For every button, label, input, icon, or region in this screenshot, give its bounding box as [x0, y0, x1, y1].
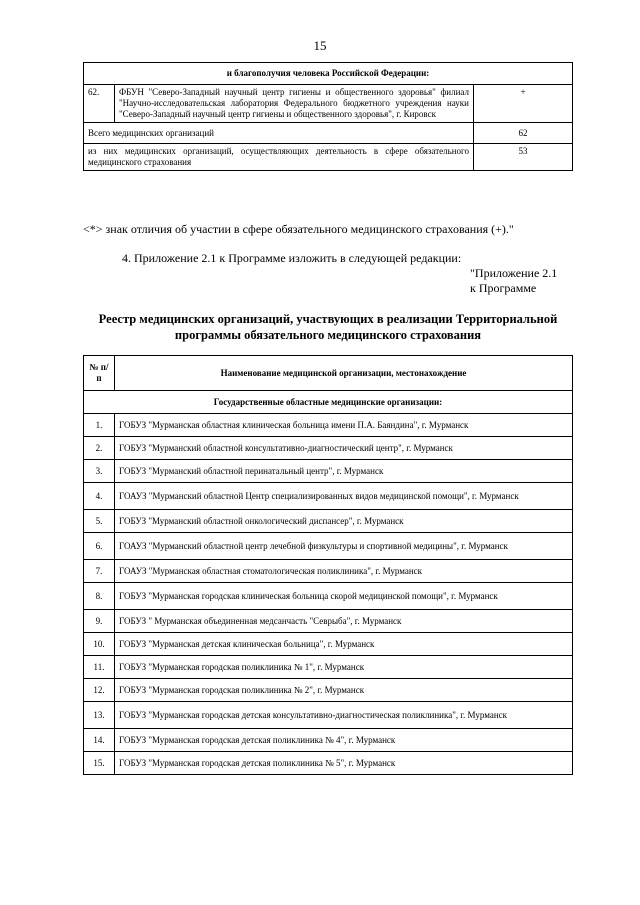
table-row [84, 483, 573, 510]
table-row [84, 583, 573, 610]
appendix-line-1: "Приложение 2.1 [470, 266, 558, 280]
row-organization: ГОБУЗ "Мурманский областной перинатальный центр", г. Мурманск [115, 460, 573, 483]
registry-header-row [84, 356, 573, 391]
row-number: 6. [84, 533, 115, 560]
row-number: 15. [84, 752, 115, 775]
row-organization: ГОБУЗ "Мурманская городская клиническая больница скорой медицинской помощи", г. Мурманск [115, 583, 573, 610]
row-organization: ГОАУЗ "Мурманский областной центр лечебной физкультуры и спортивной медицины", г. Мурманск [115, 533, 573, 560]
row-number: 12. [84, 679, 115, 702]
table-row [84, 437, 573, 460]
table-row [84, 679, 573, 702]
page-number: 15 [313, 38, 327, 53]
table-row [84, 752, 573, 775]
table-row [84, 633, 573, 656]
row-organization: ГОБУЗ "Мурманский областной онкологический диспансер", г. Мурманск [115, 510, 573, 533]
row-oms-mark: + [474, 85, 573, 123]
oms-row [84, 144, 573, 171]
row-number: 2. [84, 437, 115, 460]
row-number: 8. [84, 583, 115, 610]
col-name-header: Наименование медицинской организации, местонахождение [115, 356, 573, 391]
row-organization: ГОБУЗ "Мурманская городская поликлиника № 1", г. Мурманск [115, 656, 573, 679]
row-number: 3. [84, 460, 115, 483]
appendix-heading [470, 266, 557, 296]
table-row [84, 729, 573, 752]
total-label: Всего медицинских организаций [84, 123, 474, 144]
row-number: 9. [84, 610, 115, 633]
row-organization: ГОБУЗ "Мурманская городская поликлиника № 2", г. Мурманск [115, 679, 573, 702]
row-organization: ГОАУЗ "Мурманская областная стоматологическая поликлиника", г. Мурманск [115, 560, 573, 583]
group-title: Государственные областные медицинские организации: [84, 391, 573, 414]
col-num-header: № п/п [84, 356, 115, 391]
oms-value: 53 [474, 144, 573, 171]
row-organization: ГОБУЗ "Мурманская детская клиническая больница", г. Мурманск [115, 633, 573, 656]
organizations-table-continued [83, 62, 573, 171]
table-row [84, 610, 573, 633]
group-row [84, 391, 573, 414]
table-row [84, 533, 573, 560]
table-row [84, 414, 573, 437]
table-row [84, 85, 573, 123]
registry-title: Реестр медицинских организаций, участвующих в реализации Территориальной программы обязательного медицинского страхования [98, 312, 558, 342]
table-row [84, 560, 573, 583]
row-number: 5. [84, 510, 115, 533]
row-organization: ГОБУЗ "Мурманская городская детская консультативно-диагностическая поликлиника", г. Мурманск [115, 702, 573, 729]
row-number: 13. [84, 702, 115, 729]
table-row [84, 510, 573, 533]
table-row [84, 702, 573, 729]
row-organization: ГОБУЗ "Мурманская городская детская поликлиника № 4", г. Мурманск [115, 729, 573, 752]
row-number: 1. [84, 414, 115, 437]
section-4-text: 4. Приложение 2.1 к Программе изложить в следующей редакции: [122, 251, 462, 265]
row-number: 10. [84, 633, 115, 656]
registry-table [83, 355, 573, 775]
row-organization: ФБУН "Северо-Западный научный центр гигиены и общественного здоровья" филиал "Научно-исследовательская лаборатория Федерального бюджетного учреждения науки "Северо-Западный научный центр гигиены и общественного здоровья", г. Кировск [115, 85, 474, 123]
row-number: 4. [84, 483, 115, 510]
row-organization: ГОАУЗ "Мурманский областной Центр специализированных видов медицинской помощи", г. Мурманск [115, 483, 573, 510]
row-organization: ГОБУЗ "Мурманский областной консультативно-диагностический центр", г. Мурманск [115, 437, 573, 460]
row-number: 62. [84, 85, 115, 123]
oms-label: из них медицинских организаций, осуществляющих деятельность в сфере обязательного медицинского страхования [84, 144, 474, 171]
row-organization: ГОБУЗ "Мурманская городская детская поликлиника № 5", г. Мурманск [115, 752, 573, 775]
total-row [84, 123, 573, 144]
row-number: 7. [84, 560, 115, 583]
total-value: 62 [474, 123, 573, 144]
row-organization: ГОБУЗ " Мурманская объединенная медсанчасть "Севрыба", г. Мурманск [115, 610, 573, 633]
appendix-line-2: к Программе [470, 281, 537, 295]
footnote: <*> знак отличия об участии в сфере обязательного медицинского страхования (+)." [83, 222, 514, 236]
table-row [84, 460, 573, 483]
table-section-header: и благополучия человека Российской Федерации: [84, 63, 573, 85]
row-organization: ГОБУЗ "Мурманская областная клиническая больница имени П.А. Баяндина", г. Мурманск [115, 414, 573, 437]
row-number: 14. [84, 729, 115, 752]
table-row [84, 656, 573, 679]
row-number: 11. [84, 656, 115, 679]
